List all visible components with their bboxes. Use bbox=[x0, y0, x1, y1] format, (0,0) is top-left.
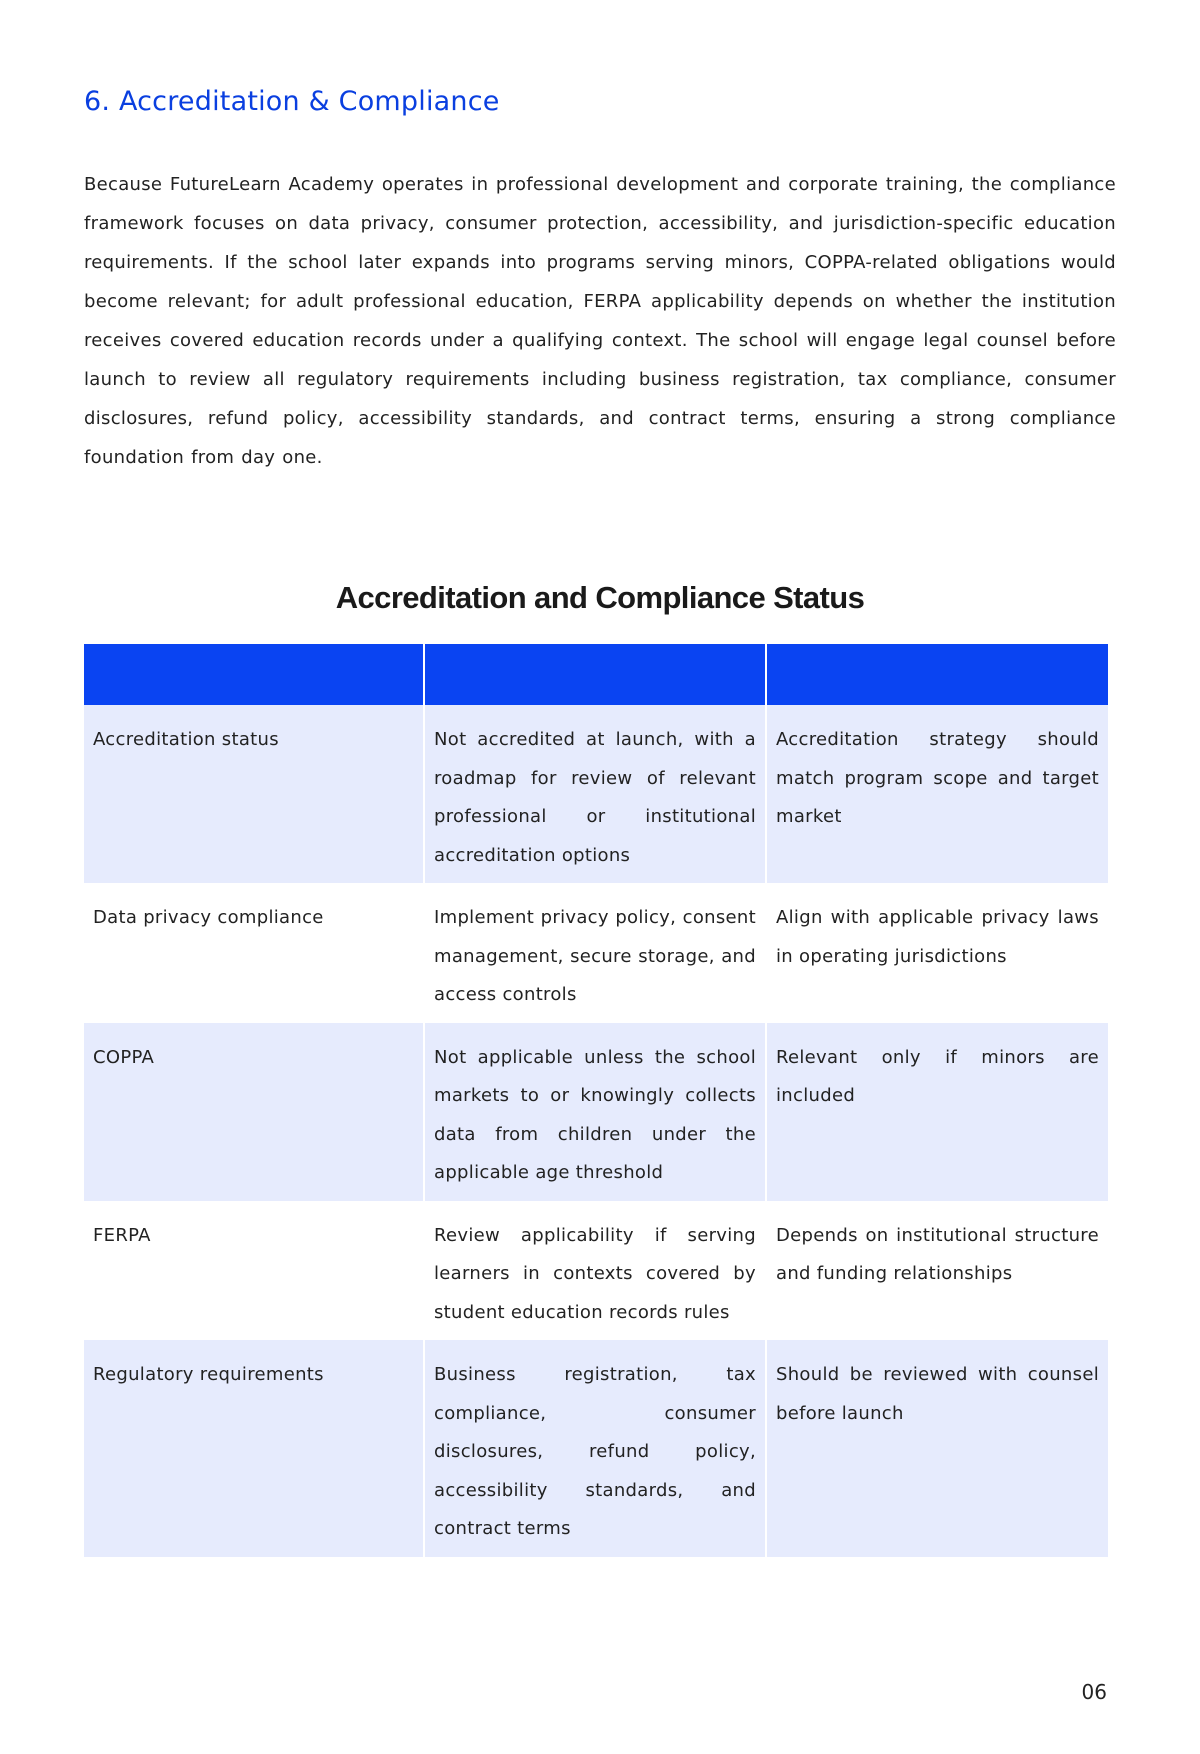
table-header-cell-notes bbox=[766, 644, 1108, 705]
table-row bbox=[84, 1340, 1108, 1557]
table-row bbox=[84, 705, 1108, 883]
table-cell-item: FERPA bbox=[84, 1201, 424, 1341]
table-cell-item: Regulatory requirements bbox=[84, 1340, 424, 1557]
table-cell-status: Not accredited at launch, with a roadmap for review of relevant professional or institutional accreditation options bbox=[424, 705, 766, 883]
table-cell-notes: Accreditation strategy should match program scope and target market bbox=[766, 705, 1108, 883]
compliance-status-table bbox=[84, 644, 1108, 1557]
table-title: Accreditation and Compliance Status bbox=[335, 580, 865, 615]
table-row bbox=[84, 1201, 1108, 1341]
table-cell-notes: Depends on institutional structure and funding relationships bbox=[766, 1201, 1108, 1341]
table-cell-notes: Should be reviewed with counsel before launch bbox=[766, 1340, 1108, 1557]
table-cell-notes: Relevant only if minors are included bbox=[766, 1023, 1108, 1201]
table-cell-status: Implement privacy policy, consent management, secure storage, and access controls bbox=[424, 883, 766, 1023]
page-number: 06 bbox=[1081, 1680, 1107, 1704]
section-paragraph: Because FutureLearn Academy operates in professional development and corporate training, the compliance framework focuses on data privacy, consumer protection, accessibility, and jurisdiction-specific education requirements. If the school later expands into programs serving minors, COPPA-related obligations would become relevant; for adult professional education, FERPA applicability depends on whether the institution receives covered education records under a qualifying context. The school will engage legal counsel before launch to review all regulatory requirements including business registration, tax compliance, consumer disclosures, refund policy, accessibility standards, and contract terms, ensuring a strong compliance foundation from day one. bbox=[84, 174, 1116, 468]
section-title: 6. Accreditation & Compliance bbox=[84, 86, 500, 117]
table-cell-status: Not applicable unless the school markets to or knowingly collects data from children under the applicable age threshold bbox=[424, 1023, 766, 1201]
table-cell-status: Business registration, tax compliance, consumer disclosures, refund policy, accessibility standards, and contract terms bbox=[424, 1340, 766, 1557]
table-cell-notes: Align with applicable privacy laws in operating jurisdictions bbox=[766, 883, 1108, 1023]
table-cell-item: Accreditation status bbox=[84, 705, 424, 883]
table-row bbox=[84, 1023, 1108, 1201]
table-header-row bbox=[84, 644, 1108, 705]
table-cell-status: Review applicability if serving learners in contexts covered by student education records rules bbox=[424, 1201, 766, 1341]
table-header-cell-item bbox=[84, 644, 424, 705]
table-row bbox=[84, 883, 1108, 1023]
table-header-cell-status bbox=[424, 644, 766, 705]
table-cell-item: COPPA bbox=[84, 1023, 424, 1201]
table-cell-item: Data privacy compliance bbox=[84, 883, 424, 1023]
